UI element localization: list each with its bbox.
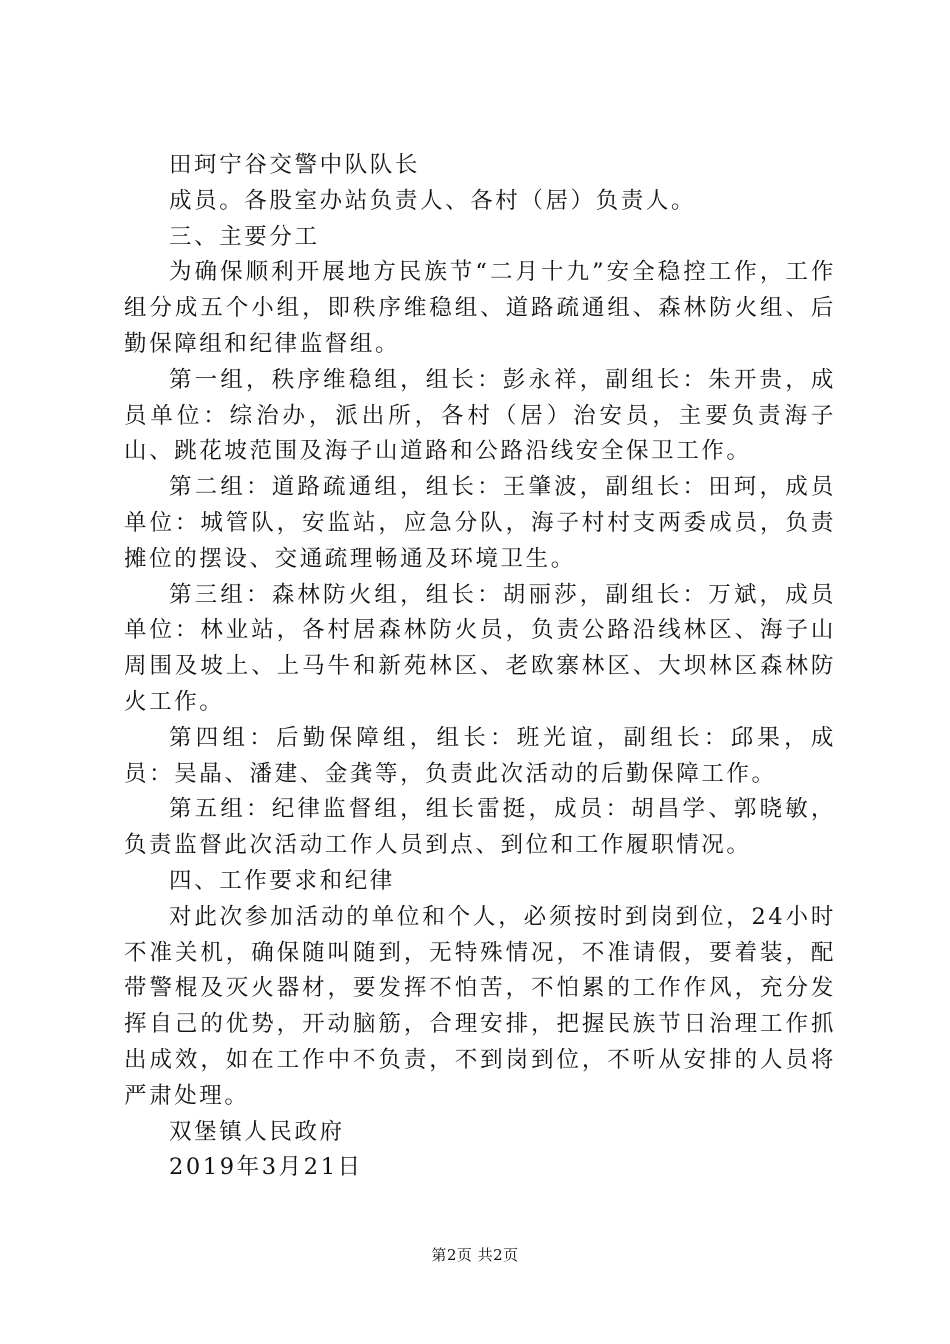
signature-date: 2019年3月21日 bbox=[169, 1154, 363, 1181]
group-two-paragraph: 第二组：道路疏通组，组长：王肇波，副组长：田珂，成员单位：城管队，安监站，应急分队，海子村村支两委成员，负责摊位的摆设、交通疏理畅通及环境卫生。 bbox=[124, 474, 836, 572]
division-intro-paragraph: 为确保顺利开展地方民族节“二月十九”安全稳控工作，工作组分成五个小组，即秩序维稳组、道路疏通组、森林防火组、后勤保障组和纪律监督组。 bbox=[124, 259, 836, 357]
group-five-paragraph: 第五组：纪律监督组，组长雷挺，成员：胡昌学、郭晓敏，负责监督此次活动工作人员到点、到位和工作履职情况。 bbox=[124, 796, 836, 859]
members-line: 成员。各股室办站负责人、各村（居）负责人。 bbox=[169, 187, 697, 214]
document-body bbox=[124, 148, 836, 1186]
group-one-paragraph: 第一组，秩序维稳组，组长：彭永祥，副组长：朱开贵，成员单位：综治办，派出所，各村（居）治安员，主要负责海子山、跳花坡范围及海子山道路和公路沿线安全保卫工作。 bbox=[124, 366, 836, 465]
group-three-paragraph: 第三组：森林防火组，组长：胡丽莎，副组长：万斌，成员单位：林业站，各村居森林防火员，负责公路沿线林区、海子山周围及坡上、上马牛和新苑林区、老欧寨林区、大坝林区森林防火工作。 bbox=[124, 581, 836, 715]
signature-organization: 双堡镇人民政府 bbox=[169, 1118, 345, 1145]
leader-line: 田珂宁谷交警中队队长 bbox=[169, 152, 421, 178]
group-four-paragraph: 第四组：后勤保障组，组长：班光谊，副组长：邱果，成员：吴晶、潘建、金龚等，负责此次活动的后勤保障工作。 bbox=[124, 724, 836, 787]
section-heading-requirements: 四、工作要求和纪律 bbox=[169, 867, 395, 894]
page-number-footer: 第2页 共2页 bbox=[431, 1246, 519, 1264]
section-heading-division: 三、主要分工 bbox=[169, 223, 320, 250]
requirements-paragraph: 对此次参加活动的单位和个人，必须按时到岗到位，24小时不准关机，确保随叫随到，无特殊情况，不准请假，要着装，配带警棍及灭火器材，要发挥不怕苦，不怕累的工作作风，充分发挥自己的优势，开动脑筋，合理安排，把握民族节日治理工作抓出成效，如在工作中不负责，不到岗到位，不听从安排的人员将严肃处理。 bbox=[124, 903, 836, 1109]
